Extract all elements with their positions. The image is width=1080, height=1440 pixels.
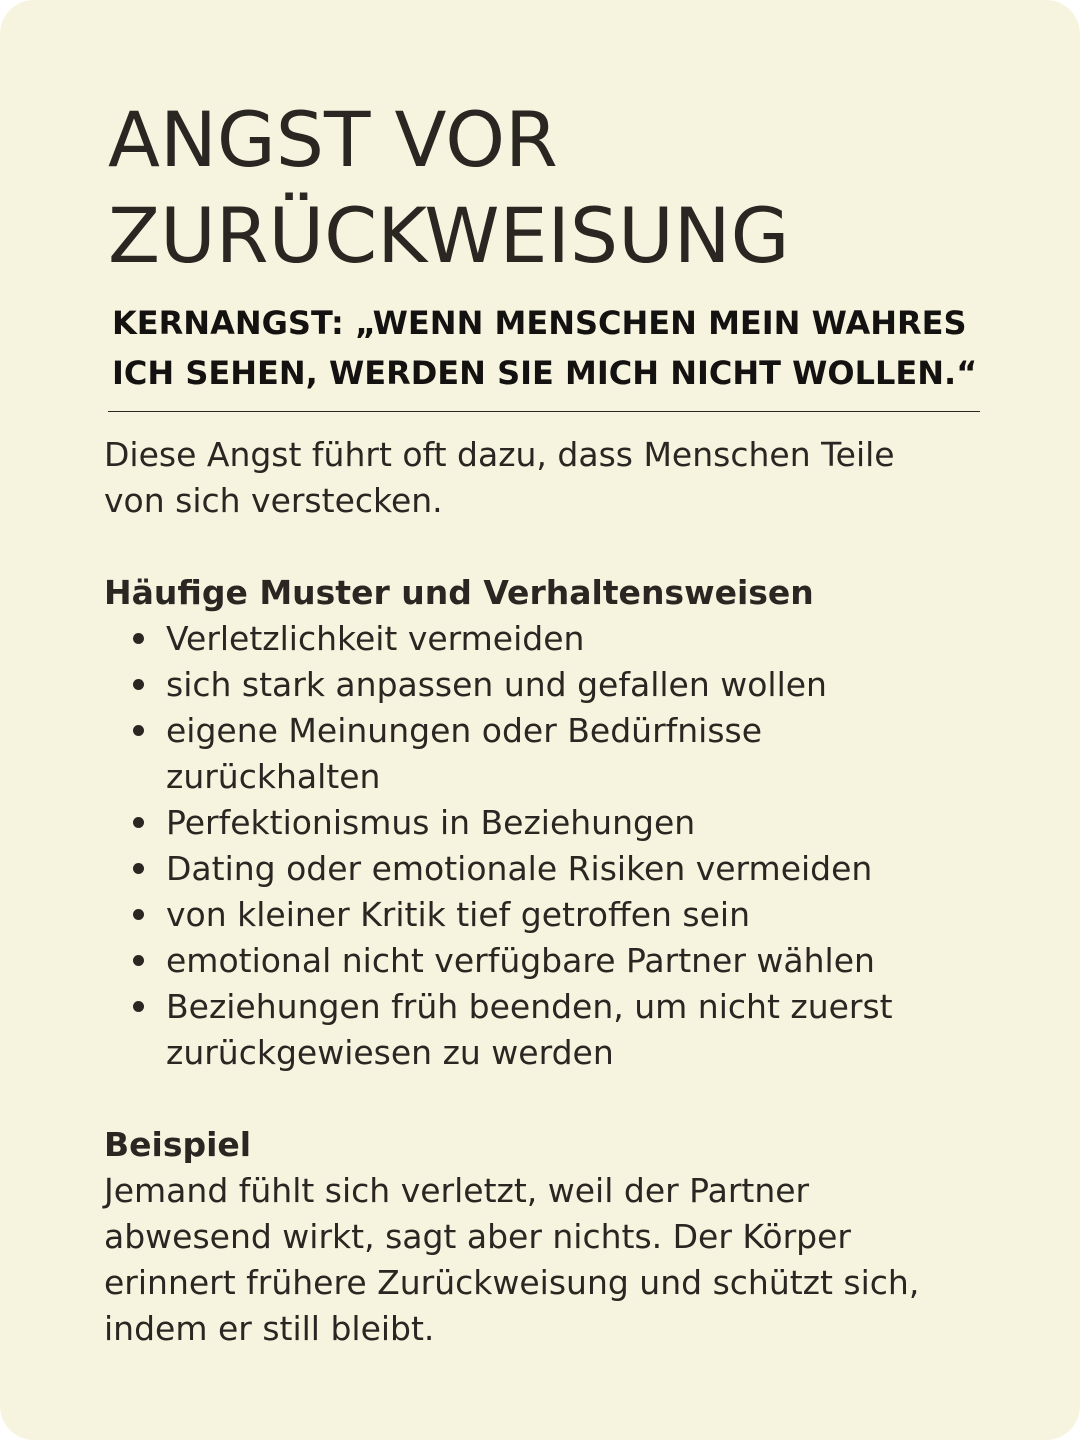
- list-item: [104, 892, 1004, 938]
- bullet-icon: [133, 633, 144, 644]
- list-item-text: von kleiner Kritik tief getroffen sein: [166, 895, 750, 934]
- list-item: [104, 800, 1004, 846]
- bullet-icon: [133, 955, 144, 966]
- list-item-text: Verletzlichkeit vermeiden: [166, 619, 585, 658]
- bullet-icon: [133, 679, 144, 690]
- list-item: [104, 662, 1004, 708]
- main-content: [104, 432, 1004, 1352]
- spacer: [104, 524, 1004, 570]
- spacer: [104, 1076, 1004, 1122]
- list-item-text-continued: zurückgewiesen zu werden: [166, 1033, 614, 1072]
- divider: [108, 411, 980, 412]
- intro-paragraph: [104, 432, 1004, 524]
- example-line-1: Jemand fühlt sich verletzt, weil der Partner: [104, 1171, 810, 1210]
- title-line-2: ZURÜCKWEISUNG: [108, 191, 790, 280]
- example-line-2: abwesend wirkt, sagt aber nichts. Der Körper: [104, 1217, 851, 1256]
- page-title: [108, 92, 1008, 284]
- list-item-text-continued: zurückhalten: [166, 757, 381, 796]
- list-item: [104, 708, 1004, 800]
- core-fear-subtitle: [112, 298, 992, 398]
- list-item-text: Beziehungen früh beenden, um nicht zuerst: [166, 987, 893, 1026]
- list-item-text: sich stark anpassen und gefallen wollen: [166, 665, 827, 704]
- bullet-icon: [133, 863, 144, 874]
- list-item: [104, 846, 1004, 892]
- list-item-text: emotional nicht verfügbare Partner wählen: [166, 941, 875, 980]
- bullet-icon: [133, 725, 144, 736]
- list-item-text: Perfektionismus in Beziehungen: [166, 803, 696, 842]
- list-item: [104, 984, 1004, 1076]
- title-line-1: ANGST VOR: [108, 95, 558, 184]
- list-item: [104, 616, 1004, 662]
- example-paragraph: [104, 1168, 1004, 1352]
- patterns-heading: Häufige Muster und Verhaltensweisen: [104, 573, 814, 612]
- bullet-icon: [133, 909, 144, 920]
- list-item: [104, 938, 1004, 984]
- patterns-list: [104, 616, 1004, 1076]
- bullet-icon: [133, 1001, 144, 1012]
- bullet-icon: [133, 817, 144, 828]
- example-line-3: erinnert frühere Zurückweisung und schützt sich,: [104, 1263, 920, 1302]
- example-heading: Beispiel: [104, 1125, 252, 1164]
- intro-line-1: Diese Angst führt oft dazu, dass Menschen Teile: [104, 435, 895, 474]
- example-line-4: indem er still bleibt.: [104, 1309, 435, 1348]
- core-fear-line-2: ICH SEHEN, WERDEN SIE MICH NICHT WOLLEN.“: [112, 354, 978, 392]
- core-fear-line-1: KERNANGST: „WENN MENSCHEN MEIN WAHRES: [112, 304, 967, 342]
- intro-line-2: von sich verstecken.: [104, 481, 443, 520]
- list-item-text: eigene Meinungen oder Bedürfnisse: [166, 711, 763, 750]
- list-item-text: Dating oder emotionale Risiken vermeiden: [166, 849, 873, 888]
